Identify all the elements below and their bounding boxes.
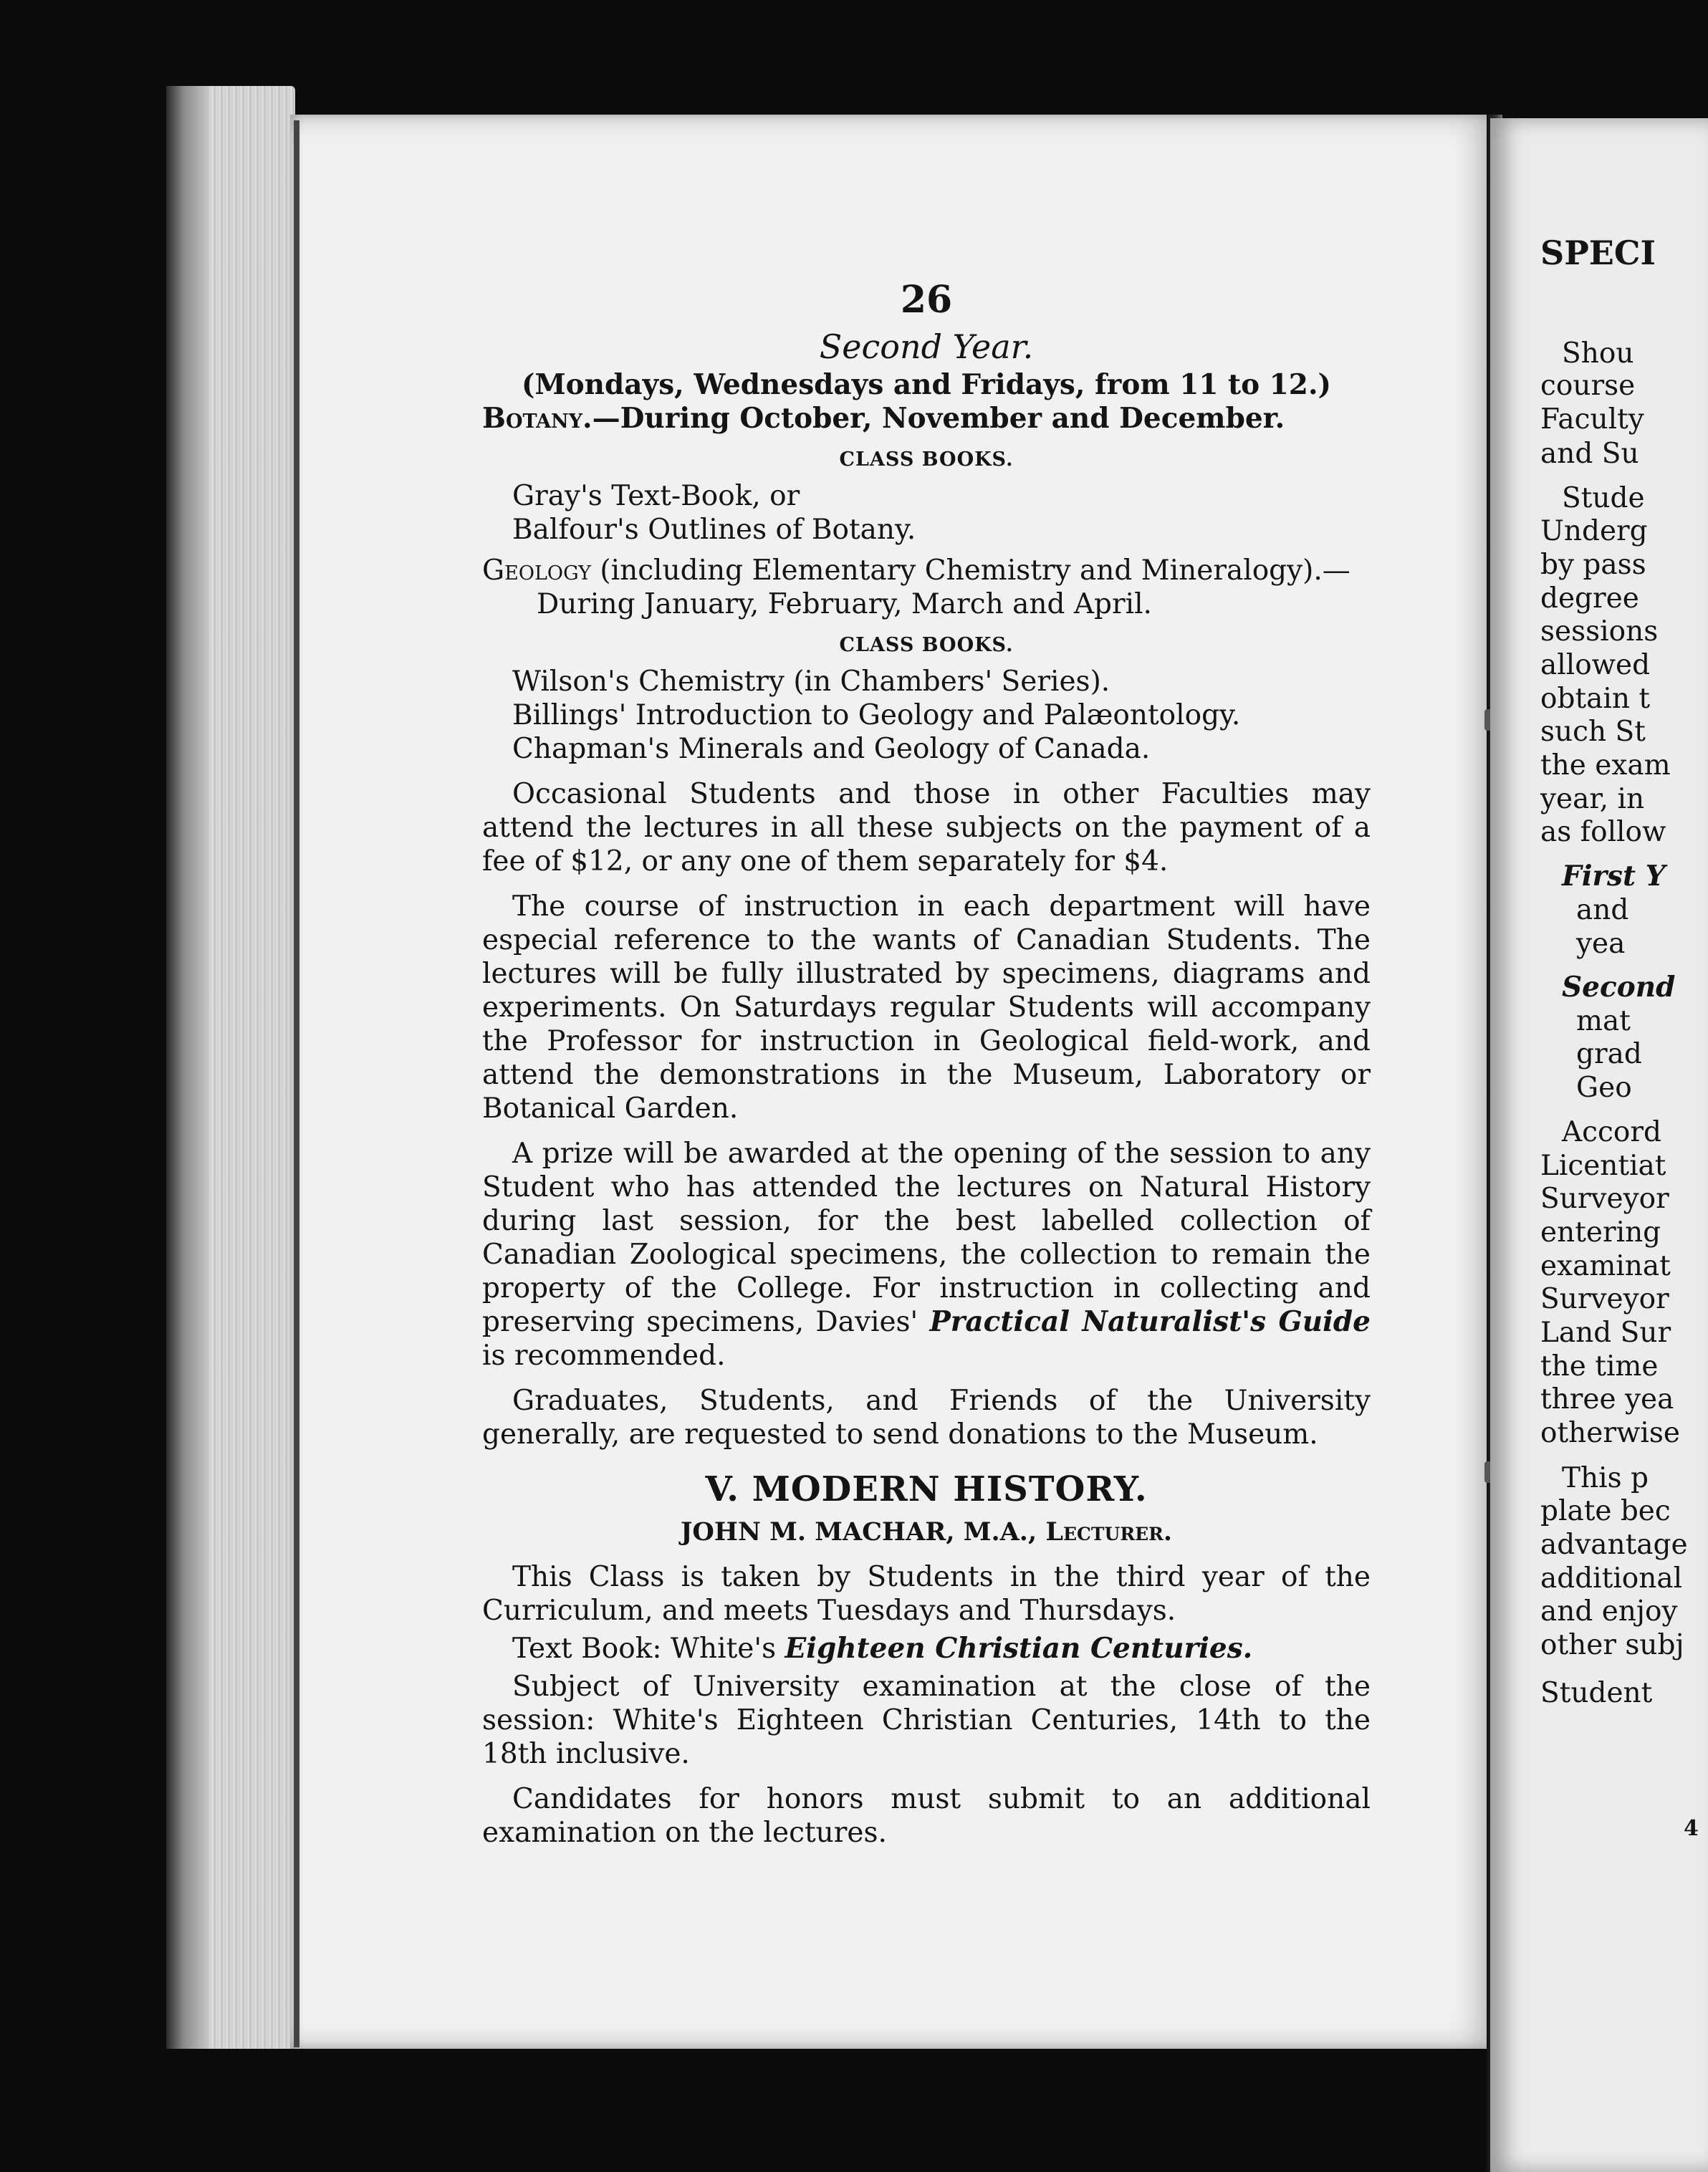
- geology-label: Geology: [482, 554, 591, 587]
- lecturer-line: [482, 1515, 1371, 1549]
- book-item: Gray's Text-Book, or: [512, 480, 800, 512]
- prize-text-end: is recommended.: [482, 1340, 726, 1372]
- right-page-line: and: [1576, 894, 1629, 926]
- paragraph-examination: Subject of University examination at the close of the session: White's Eighteen Christian Centuries, 14th to the 18th inclusive.: [482, 1671, 1371, 1770]
- page-number: 26: [900, 278, 953, 322]
- lecturer-name: JOHN M. MACHAR, M.A.,: [680, 1517, 1046, 1547]
- right-page-line: by pass: [1540, 549, 1646, 581]
- right-page-line: as follow: [1540, 816, 1666, 848]
- right-page-line: mat: [1576, 1005, 1631, 1037]
- schedule-note: (Mondays, Wednesdays and Fridays, from 11 to 12.): [522, 368, 1331, 401]
- right-page-line: Accord: [1562, 1116, 1661, 1148]
- right-page-line: year, in: [1540, 783, 1645, 815]
- right-page-line: the exam: [1540, 749, 1671, 782]
- right-page-line: SPECI: [1540, 234, 1656, 272]
- right-page-line: Second: [1562, 971, 1676, 1004]
- right-page-line: degree: [1540, 582, 1639, 615]
- page-inner-edge: [294, 120, 299, 2047]
- right-page-line: such St: [1540, 716, 1646, 748]
- right-page-line: Underg: [1540, 515, 1648, 547]
- right-page-line: First Y: [1562, 860, 1666, 893]
- right-page-line: course: [1540, 370, 1636, 402]
- section-title: V. MODERN HISTORY.: [705, 1469, 1148, 1509]
- right-page-line: Student: [1540, 1677, 1653, 1709]
- right-page-line: three yea: [1540, 1383, 1674, 1416]
- class-books-label: CLASS BOOKS.: [839, 634, 1014, 656]
- right-page-line: Faculty: [1540, 403, 1644, 436]
- section-heading: Second Year.: [819, 327, 1034, 366]
- book-item: Billings' Introduction to Geology and Palæontology.: [512, 699, 1241, 731]
- right-page-line: advantage: [1540, 1529, 1688, 1561]
- right-page-line: grad: [1576, 1038, 1642, 1070]
- right-page-line: Geo: [1576, 1072, 1632, 1104]
- right-page-line: This p: [1562, 1462, 1649, 1494]
- paragraph-occasional-students: Occasional Students and those in other Faculties may attend the lectures in all these subjects on the payment of a fee of $12, or any one of them separately for $4.: [482, 778, 1371, 878]
- right-page-line: Surveyor: [1540, 1283, 1669, 1315]
- book-item: Wilson's Chemistry (in Chambers' Series).: [512, 665, 1110, 698]
- paragraph-course-instruction: The course of instruction in each department will have especial reference to the wants of Canadian Students. The lectures will be fully illustrated by specimens, diagrams and experiments. On Saturdays regular Students will accompany the Professor for instruction in Geological field-work, and attend the demonstrations in the Museum, Laboratory or Botanical Garden.: [482, 890, 1371, 1125]
- right-page-line: examinat: [1540, 1250, 1671, 1282]
- right-page-line: obtain t: [1540, 683, 1651, 715]
- text-book-label: Text Book: White's: [512, 1633, 785, 1665]
- page-content: [482, 278, 1371, 1850]
- right-page-line: Licentiat: [1540, 1150, 1666, 1182]
- paragraph-honors: Candidates for honors must submit to an additional examination on the lectures.: [482, 1783, 1371, 1849]
- paragraph-prize: [482, 1137, 1371, 1373]
- text-book-title: Eighteen Christian Centuries.: [785, 1632, 1253, 1665]
- botany-label: Botany.: [482, 402, 592, 435]
- class-books-label: CLASS BOOKS.: [839, 448, 1014, 471]
- right-page-line: allowed: [1540, 649, 1651, 681]
- right-page-mark: 4: [1684, 1816, 1699, 1841]
- right-page-line: plate bec: [1540, 1495, 1671, 1527]
- botany-line: [482, 402, 1371, 436]
- geology-text: (including Elementary Chemistry and Mineralogy).—During January, February, March and April.: [537, 554, 1350, 620]
- right-page-line: otherwise: [1540, 1417, 1680, 1449]
- paragraph-donations: Graduates, Students, and Friends of the University generally, are requested to send donations to the Museum.: [482, 1385, 1371, 1451]
- right-page: [1490, 118, 1708, 2172]
- paragraph-class-info: This Class is taken by Students in the third year of the Curriculum, and meets Tuesdays and Thursdays.: [482, 1561, 1371, 1627]
- right-page-line: the time: [1540, 1350, 1659, 1383]
- botany-text: —During October, November and December.: [592, 402, 1285, 435]
- book-item: Chapman's Minerals and Geology of Canada.: [512, 733, 1151, 765]
- lecturer-role: Lecturer.: [1045, 1517, 1173, 1547]
- guide-title: Practical Naturalist's Guide: [929, 1305, 1371, 1338]
- right-page-line: and enjoy: [1540, 1595, 1678, 1628]
- right-page-line: additional: [1540, 1562, 1683, 1595]
- right-page-line: yea: [1576, 928, 1626, 960]
- geology-line: [482, 554, 1371, 621]
- right-page-line: Surveyor: [1540, 1183, 1669, 1215]
- paragraph-text-book: [482, 1632, 1371, 1666]
- right-page-line: and Su: [1540, 438, 1639, 470]
- right-page-line: Land Sur: [1540, 1317, 1671, 1349]
- book-item: Balfour's Outlines of Botany.: [512, 514, 916, 546]
- right-page-line: Stude: [1562, 482, 1645, 514]
- book-cover-edge: [166, 86, 209, 2049]
- right-page-line: entering: [1540, 1216, 1661, 1249]
- right-page-line: other subj: [1540, 1629, 1684, 1661]
- prize-text: A prize will be awarded at the opening of the session to any Student who has attended the lectures on Natural History during last session, for the best labelled collection of Canadian Zoological specimens, the collection to remain the property of the College. For instruction in collecting and preserving specimens, Davies': [482, 1138, 1371, 1338]
- right-page-line: sessions: [1540, 615, 1659, 648]
- right-page-line: Shou: [1562, 337, 1634, 370]
